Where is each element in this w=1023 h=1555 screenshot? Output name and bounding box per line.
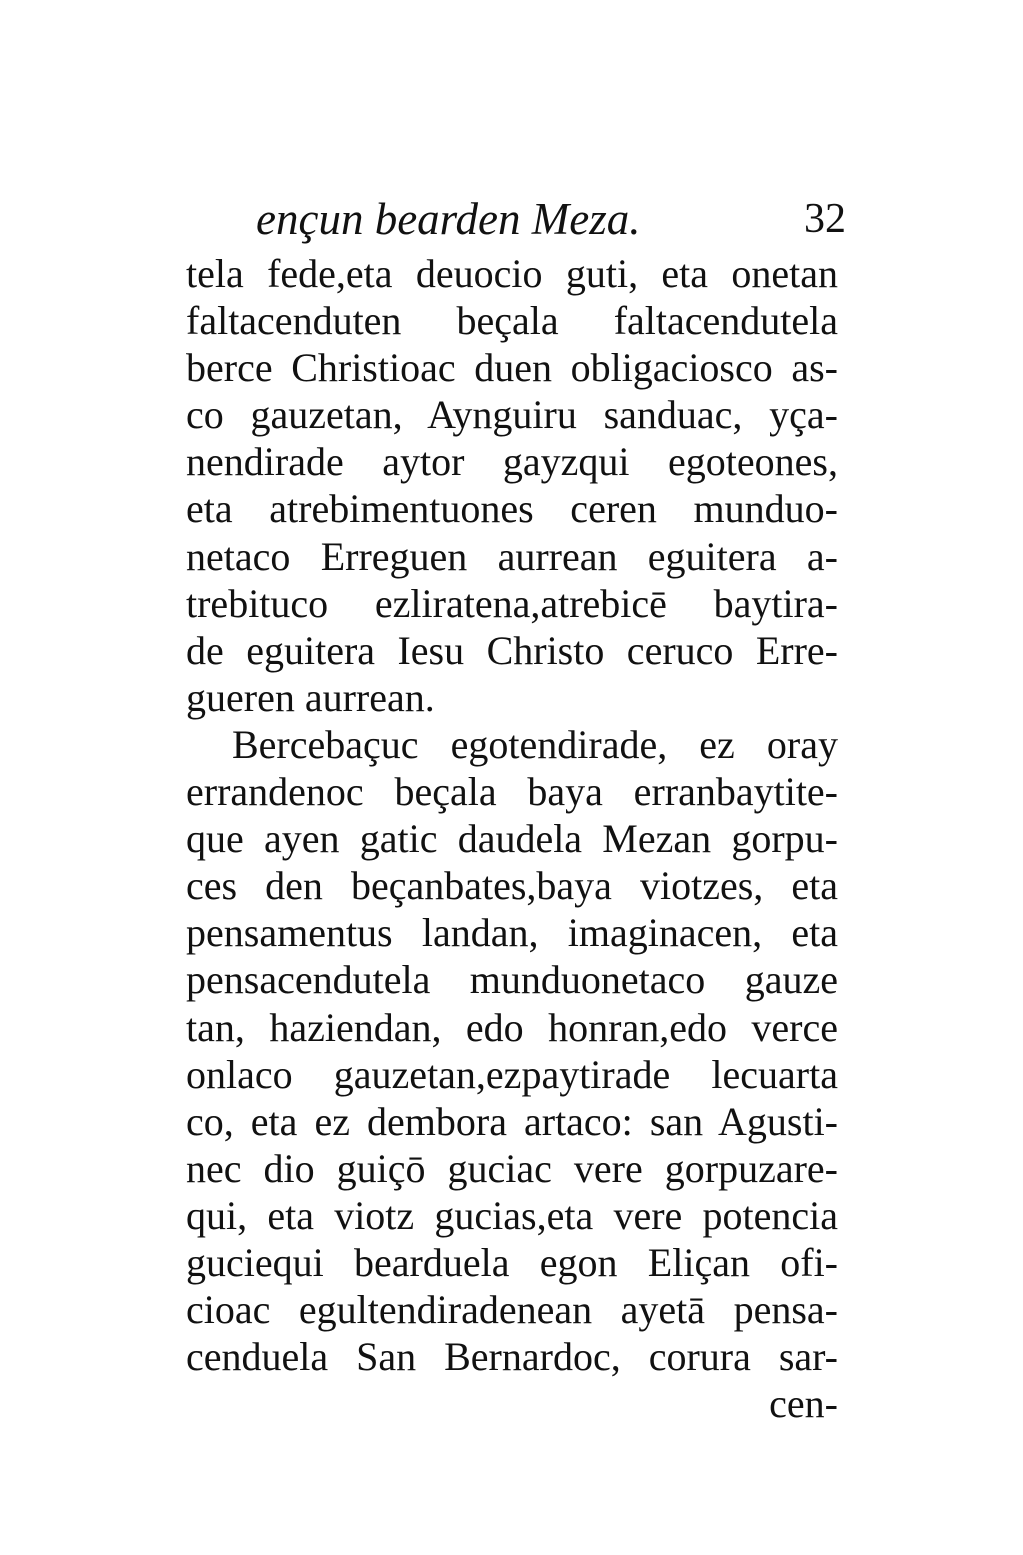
text-line: eta atrebimentuones ceren munduo-: [186, 486, 838, 532]
catchword: cen-: [769, 1381, 838, 1427]
running-title: ençun bearden Meza.: [256, 194, 641, 244]
text-line: gueren aurrean.: [186, 674, 435, 720]
text-line: de eguitera Iesu Christo ceruco Erre-: [186, 627, 838, 673]
text-line: trebituco ezliratena,atrebicē baytira-: [186, 580, 838, 626]
page-number: 32: [804, 196, 846, 242]
text-line: co, eta ez dembora artaco: san Agusti-: [186, 1098, 838, 1144]
text-line: pensamentus landan, imaginacen, eta: [186, 910, 838, 956]
text-line: tela fede,eta deuocio guti, eta onetan: [186, 251, 838, 296]
text-line: onlaco gauzetan,ezpaytirade lecuarta: [186, 1051, 838, 1097]
text-line: que ayen gatic daudela Mezan gorpu-: [186, 816, 838, 862]
text-line: qui, eta viotz gucias,eta vere potencia: [186, 1192, 838, 1238]
text-line: nendirade aytor gayzqui egoteones,: [186, 439, 838, 485]
text-line: nec dio guiçō guciac vere gorpuzare-: [186, 1145, 838, 1191]
text-line: netaco Erreguen aurrean eguitera a-: [186, 533, 838, 579]
text-line: tan, haziendan, edo honran,edo verce: [186, 1004, 838, 1050]
text-line: co gauzetan, Aynguiru sanduac, yça-: [186, 392, 838, 438]
text-line: Bercebaçuc egotendirade, ez oray: [232, 721, 838, 767]
text-line: pensacendutela munduonetaco gauze: [186, 957, 838, 1003]
text-line: berce Christioac duen obligaciosco as-: [186, 345, 838, 391]
text-line: faltacenduten beçala faltacendutela: [186, 298, 838, 344]
text-line: errandenoc beçala baya erranbaytite-: [186, 769, 838, 815]
text-line: cenduela San Bernardoc, corura sar-: [186, 1334, 838, 1380]
text-line: guciequi bearduela egon Eliçan ofi-: [186, 1239, 838, 1285]
page-header: [256, 188, 846, 250]
body-text: [186, 250, 838, 1427]
text-line: ces den beçanbates,baya viotzes, eta: [186, 863, 838, 909]
text-line: cioac egultendiradenean ayetā pensa-: [186, 1287, 838, 1333]
